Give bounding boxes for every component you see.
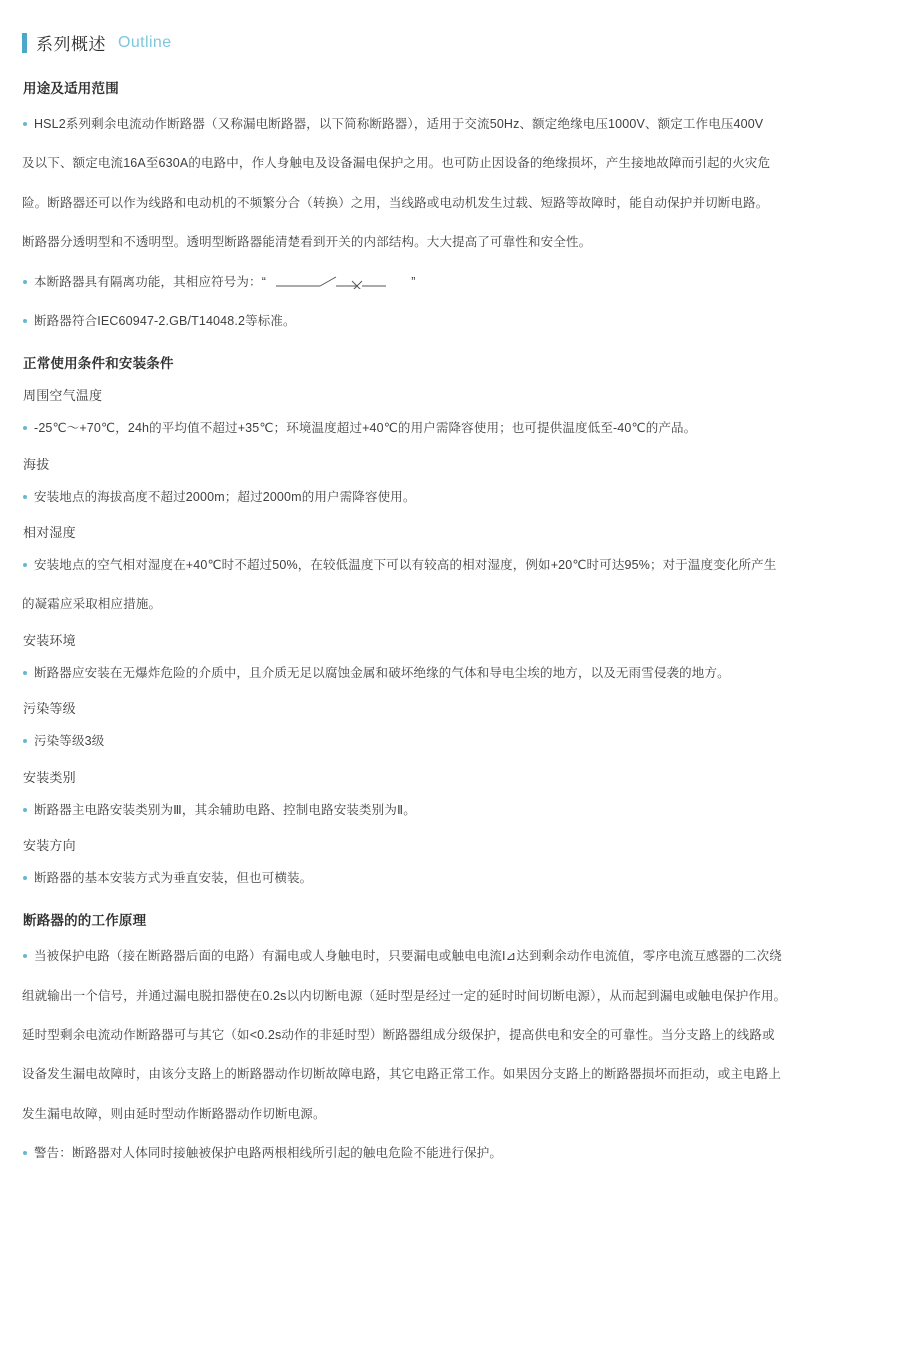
paragraph	[22, 982, 878, 1011]
bullet-icon	[23, 122, 27, 126]
paragraph	[22, 1100, 878, 1129]
section-title-conditions: 正常使用条件和安装条件	[23, 356, 174, 372]
paragraph-text: 断路器主电路安装类别为Ⅲ，其余辅助电路、控制电路安装类别为Ⅱ。	[34, 802, 416, 817]
bullet-icon	[23, 495, 27, 499]
paragraph	[22, 307, 878, 336]
subsection-title: 周围空气温度	[23, 388, 103, 404]
paragraph	[22, 551, 878, 580]
subsection-title: 安装环境	[23, 632, 76, 648]
paragraph	[22, 149, 878, 178]
bullet-icon	[23, 954, 27, 958]
bullet-icon	[23, 808, 27, 812]
page-title-english: Outline	[118, 33, 172, 51]
bullet-icon	[23, 319, 27, 323]
bullet-icon	[23, 739, 27, 743]
paragraph	[22, 483, 878, 512]
paragraph-text: 断路器符合IEC60947-2.GB/T14048.2等标准。	[34, 313, 296, 328]
bullet-icon	[23, 426, 27, 430]
paragraph-text: 及以下、额定电流16A至630A的电路中，作人身触电及设备漏电保护之用。也可防止因设备的绝缘损坏，产生接地故障而引起的火灾危	[22, 156, 771, 171]
paragraph-isolation-symbol	[22, 268, 878, 297]
paragraph-text: 安装地点的海拔高度不超过2000m；超过2000m的用户需降容使用。	[34, 489, 416, 504]
bullet-icon	[23, 876, 27, 880]
paragraph-text: 断路器应安装在无爆炸危险的介质中，且介质无足以腐蚀金属和破坏绝缘的气体和导电尘埃的地方，以及无雨雪侵袭的地方。	[34, 665, 730, 680]
paragraph-text: 断路器的基本安装方式为垂直安装，但也可横装。	[34, 870, 313, 885]
subsection-title: 污染等级	[23, 701, 76, 717]
paragraph	[22, 659, 878, 688]
section-scope	[22, 77, 878, 336]
paragraph-text: 发生漏电故障，则由延时型动作断路器动作切断电源。	[22, 1106, 326, 1121]
section-working-principle	[22, 909, 878, 1168]
paragraph-text: 断路器分透明型和不透明型。透明型断路器能清楚看到开关的内部结构。大大提高了可靠性和安全性。	[22, 235, 592, 250]
condition-group-ambient-temperature	[22, 385, 878, 443]
subsection-title: 安装类别	[23, 769, 76, 785]
section-title-working-principle: 断路器的的工作原理	[23, 913, 147, 929]
paragraph-text: 的凝霜应采取相应措施。	[22, 597, 162, 612]
subsection-title: 相对湿度	[23, 525, 76, 540]
paragraph-text: 当被保护电路（接在断路器后面的电路）有漏电或人身触电时，只要漏电或触电电流I⊿达到剩余动作电流值，零序电流互感器的二次绕	[34, 949, 782, 964]
bullet-icon	[23, 563, 27, 567]
paragraph	[22, 189, 878, 218]
condition-group-relative-humidity	[22, 522, 878, 620]
section-conditions	[22, 352, 878, 893]
paragraph-text: HSL2系列剩余电流动作断路器（又称漏电断路器，以下简称断路器），适用于交流50Hz、额定绝缘电压1000V、额定工作电压400V	[34, 117, 764, 131]
bullet-icon	[23, 280, 27, 284]
page-title: 系列概述	[36, 35, 106, 54]
condition-group-installation-category	[22, 767, 878, 825]
subsection-title: 海拔	[23, 456, 50, 472]
paragraph	[22, 590, 878, 619]
bullet-icon	[23, 671, 27, 675]
bullet-icon	[23, 1151, 27, 1155]
paragraph-text: ”	[411, 274, 416, 289]
paragraph	[22, 110, 878, 139]
page-header	[22, 30, 878, 55]
paragraph	[22, 228, 878, 257]
subsection-title: 安装方向	[23, 837, 76, 853]
paragraph-text: 污染等级3级	[34, 734, 105, 749]
paragraph-text: 警告：断路器对人体同时接触被保护电路两根相线所引起的触电危险不能进行保护。	[34, 1146, 503, 1161]
condition-group-installation-orientation	[22, 835, 878, 893]
section-title-scope: 用途及适用范围	[23, 81, 119, 96]
paragraph	[22, 796, 878, 825]
paragraph-text: 设备发生漏电故障时，由该分支路上的断路器动作切断故障电路，其它电路正常工作。如果因分支路上的断路器损坏而拒动，或主电路上	[22, 1067, 782, 1082]
paragraph	[22, 1060, 878, 1089]
paragraph-text: 本断路器具有隔离功能，其相应符号为：“	[34, 274, 267, 289]
condition-group-installation-environment	[22, 630, 878, 688]
paragraph-text: -25℃～+70℃，24h的平均值不超过+35℃；环境温度超过+40℃的用户需降容使用；也可提供温度低至-40℃的产品。	[34, 421, 697, 436]
paragraph-text: 延时型剩余电流动作断路器可与其它（如<0.2s动作的非延时型）断路器组成分级保护，提高供电和安全的可靠性。当分支路上的线路或	[22, 1028, 775, 1042]
paragraph	[22, 942, 878, 971]
paragraph	[22, 727, 878, 756]
paragraph-text: 险。断路器还可以作为线路和电动机的不频繁分合（转换）之用，当线路或电动机发生过载、短路等故障时，能自动保护并切断电路。	[22, 195, 769, 210]
paragraph	[22, 864, 878, 893]
paragraph-text: 安装地点的空气相对湿度在+40℃时不超过50%，在较低温度下可以有较高的相对湿度，例如+20℃时可达95%；对于温度变化所产生	[34, 558, 777, 572]
paragraph	[22, 1021, 878, 1050]
header-accent-bar	[22, 33, 27, 53]
condition-group-pollution-degree	[22, 698, 878, 756]
paragraph-warning	[22, 1139, 878, 1168]
isolation-symbol-icon	[274, 275, 404, 289]
condition-group-altitude	[22, 454, 878, 512]
paragraph-text: 组就输出一个信号，并通过漏电脱扣器使在0.2s以内切断电源（延时型是经过一定的延时时间切断电源），从而起到漏电或触电保护作用。	[22, 988, 787, 1003]
paragraph	[22, 414, 878, 443]
